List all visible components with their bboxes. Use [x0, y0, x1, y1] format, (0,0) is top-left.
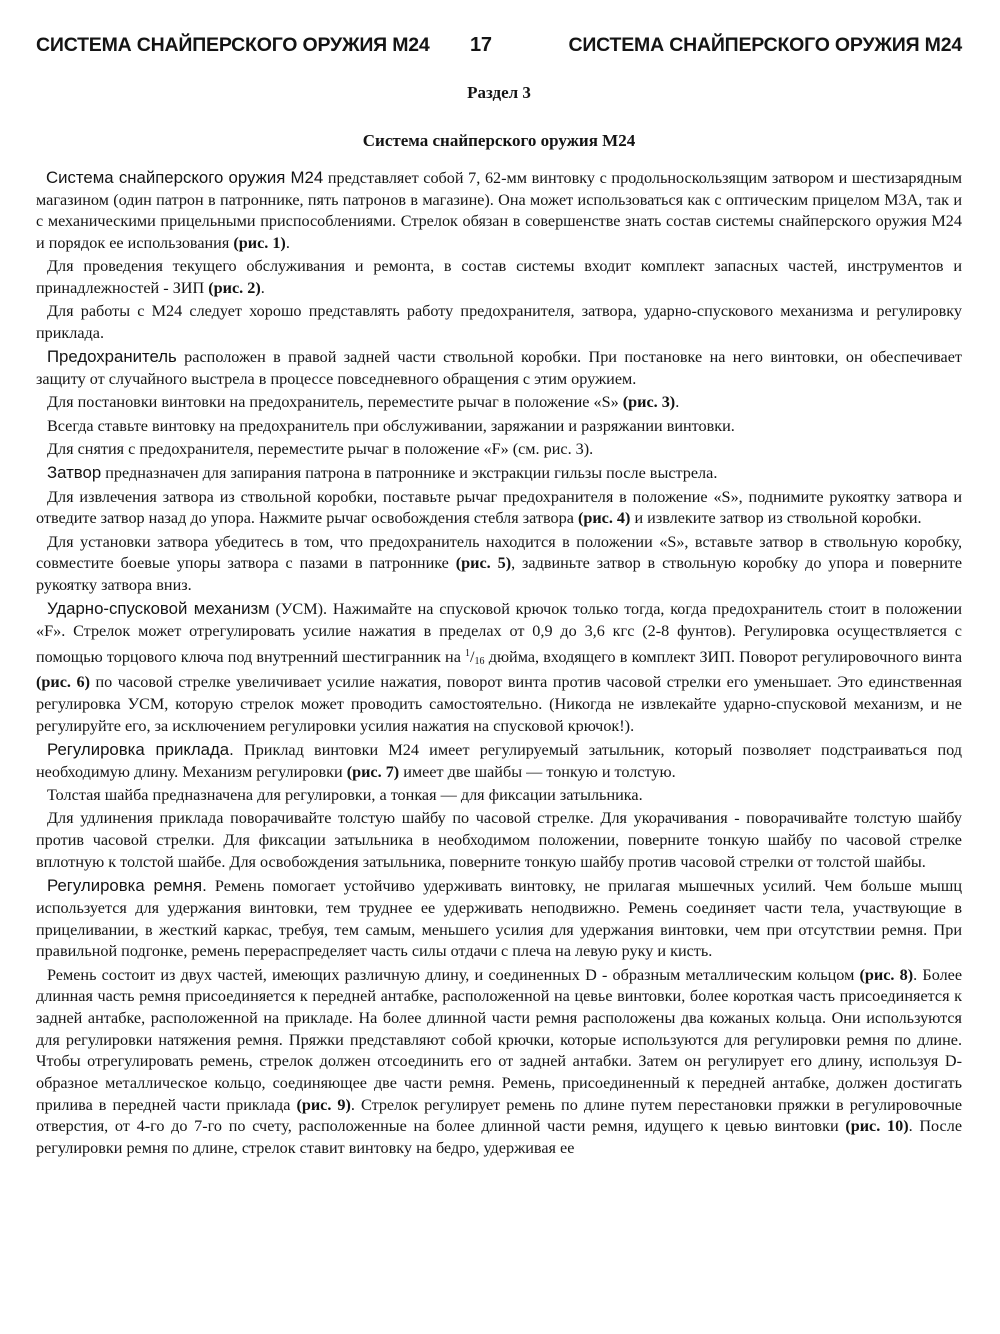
paragraph-tail: по часовой стрелке увеличивает усилие нажатия, поворот винта против часовой стрелки его уменьшает. Это единственная регулировка УСМ, которую стрелок может проводить самостоятельно. (Никогда не извлекайте ударно-спусковой механизм, и не регулируйте его, за исключением регулировки усилия нажатия на спусковой крючок!). [36, 673, 962, 735]
paragraph-work [36, 301, 962, 344]
section-label: Раздел 3 [467, 83, 531, 102]
paragraph-tail: , задвиньте затвор в ствольную коробку до упора и поверните рукоятку затвора вниз. [36, 554, 963, 594]
paragraph-text: Ремень помогает устойчиво удерживать винтовку, не прилагая мышечных усилий. Чем больше мышц используется для удержания винтовки, тем труднее ее удерживать неподвижно. Ремень соединяет части тела, участвующие в прицеливании, в жесткий каркас, требуя, тем самым, меньшего усилия для удержания винтовки, чем при отсутствии ремня. При правильной подгонке, ремень перераспределяет часть силы отдачи с плеча на левую руку и кисть. [36, 877, 962, 961]
paragraph-bolt-install [36, 532, 962, 597]
lead-term: Система снайперского оружия М24 [46, 168, 324, 187]
header-left-title: СИСТЕМА СНАЙПЕРСКОГО ОРУЖИЯ М24 [36, 34, 430, 56]
figure-ref: (рис. 5) [455, 554, 512, 573]
paragraph-sling-parts [36, 965, 962, 1160]
paragraph-text: Приклад винтовки М24 имеет регулируемый затыльник, который позволяет подстраиваться под необходимую длину. Механизм регулировки [36, 741, 962, 781]
section-title: Система снайперского оружия М24 [362, 131, 636, 150]
paragraph-sling [36, 875, 962, 963]
paragraph-text: представляет собой 7, 62-мм винтовку с продольноскользящим затвором и шестизарядным магазином (один патрон в патроннике, пять патронов в магазине). Она может использоваться как с оптическим прицелом М3А, так и с механическими прицельными приспособлениями. Стрелок обязан в совершенстве знать состав системы снайперского оружия М24 и порядок ее использования [36, 169, 962, 253]
paragraph-text: Для удлинения приклада поворачивайте толстую шайбу по часовой стрелке. Для укорачивания - поворачивайте толстую шайбу против часовой стрелки. Для фиксации затыльника в необходимом положении, поверните тонкую шайбу по часовой стрелке вплотную к толстой шайбе. Для освобождения затыльника, поверните тонкую шайбу против часовой стрелки от толстой шайбы. [36, 809, 962, 871]
paragraph-text: (УСМ). Нажимайте на спусковой крючок только тогда, когда предохранитель стоит в положении «F». Стрелок может отрегулировать усилие нажатия в пределах от 0,9 до 3,6 кгс (2-8 фунтов). Регулировка осуществляется с помощью торцового ключа под внутренний шестигранник на [36, 600, 962, 666]
paragraph-text: Всегда ставьте винтовку на предохранитель при обслуживании, заряжании и разряжании винтовки. [47, 416, 735, 435]
paragraph-text: Для работы с М24 следует хорошо представлять работу предохранителя, затвора, ударно-спускового механизма и регулировку приклада. [36, 302, 962, 343]
paragraph-bolt-removal [36, 487, 962, 530]
paragraph-trigger: Ударно-спусковой механизм (УСМ). Нажимайте на спусковой крючок только тогда, когда предохранитель стоит в положении «F». Стрелок может отрегулировать усилие нажатия в пределах от 0,9 до 3,6 кгс (2-8 фунтов). Регулировка осуществляется с помощью торцового ключа под внутренний шестигранник на $^1/_{16}$ дюйма, входящего в комплект ЗИП. Поворот регулировочного винта (рис. 6) по часовой стрелке увеличивает усилие нажатия, поворот винта против часовой стрелки его уменьшает. Это единственная регулировка УСМ, которую стрелок может проводить самостоятельно. (Никогда не извлекайте ударно-спусковой механизм, и не регулируйте его, за исключением регулировки усилия нажатия на спусковой крючок!). [36, 599, 963, 735]
lead-term: Регулировка ремня. [47, 876, 207, 896]
paragraph-text: предназначен для запирания патрона в патроннике и экстракции гильзы после выстрела. [101, 464, 718, 483]
fraction-denominator: 16 [474, 655, 485, 667]
lead-term: Предохранитель [47, 347, 177, 367]
page-number: 17 [470, 34, 492, 56]
paragraph-text: Толстая шайба предназначена для регулировки, а тонкая — для фиксации затыльника. [47, 786, 643, 805]
paragraph-text-2: . Более длинная часть ремня присоединяется к передней антабке, расположенной на цевье винтовки, более короткая часть присоединяется к задней антабке, расположенной на прикладе. На более длинной части ремня расположены два кожаных кольца. Они используются для регулировки натяжения ремня. Пряжки представляют собой крючки, которые используются для регулировки ремня по длине. Чтобы отрегулировать ремень, стрелок должен отсоединить его от задней антабки. Затем он регулирует его длину, используя D-образное металлическое кольцо, соединяющее две части ремня. Ремень, присоединенный к передней антабке, должен достигать прилива в передней части приклада [36, 965, 963, 1114]
paragraph-tail: . После регулировки ремня по длине, стрелок ставит винтовку на бедро, удерживая ее [36, 1117, 962, 1158]
running-header [36, 34, 962, 60]
fraction-numerator: 1 [465, 647, 471, 659]
figure-ref: (рис. 3) [622, 393, 676, 412]
paragraph-text-2: дюйма, входящего в комплект ЗИП. Поворот регулировочного винта [484, 647, 963, 666]
paragraph-tail: . [675, 393, 680, 412]
figure-ref: (рис. 10) [845, 1117, 909, 1136]
paragraph-text: расположен в правой задней части ствольной коробки. При постановке на него винтовки, он обеспечивает защиту от случайного выстрела в процессе повседневного обращения с этим оружием. [36, 348, 962, 389]
figure-ref: (рис. 2) [208, 279, 261, 298]
lead-term: Затвор [47, 463, 102, 483]
figure-ref: (рис. 7) [346, 762, 400, 781]
paragraph-text: Для установки затвора убедитесь в том, что предохранитель находится в положении «S», вставьте затвор в ствольную коробку, совместите боевые упоры затвора с пазами в патроннике [36, 532, 962, 573]
lead-term: Ударно-спусковой механизм [47, 599, 270, 619]
paragraph-text: Для постановки винтовки на предохранитель, переместите рычаг в положение «S» [47, 393, 623, 412]
paragraph-text-3: . Стрелок регулирует ремень по длине путем перестановки пряжки в регулировочные отверстия, от 4-го до 7-го по счету, расположенные на более длинной части ремня, идущего к цевью винтовки [36, 1095, 963, 1136]
lead-term: Регулировка приклада. [47, 740, 234, 760]
paragraph-text: Для извлечения затвора из ствольной коробки, поставьте рычаг предохранителя в положение «S», поднимите рукоятку затвора и отведите затвор назад до упора. Нажмите рычаг освобождения стебля затвора [36, 487, 962, 528]
figure-ref: (рис. 8) [859, 965, 914, 984]
paragraph-text: Для снятия с предохранителя, переместите рычаг в положение «F» (см. рис. 3). [47, 440, 594, 458]
paragraph-stock-adjust [36, 808, 962, 873]
paragraph-stock [36, 739, 962, 783]
paragraph-tail: и извлеките затвор из ствольной коробки. [630, 509, 922, 528]
figure-ref: (рис. 6) [36, 673, 90, 692]
paragraph-maintenance [36, 256, 962, 299]
paragraph-safety-off [36, 439, 962, 461]
paragraph-safety-always [36, 416, 962, 438]
paragraph-text: Ремень состоит из двух частей, имеющих различную длину, и соединенных D - образным металлическим кольцом [47, 965, 860, 984]
body-text [36, 167, 962, 1160]
paragraph-tail: . [260, 279, 265, 298]
paragraph-washers [36, 785, 962, 807]
paragraph-tail: . [285, 234, 290, 253]
header-right-title: СИСТЕМА СНАЙПЕРСКОГО ОРУЖИЯ М24 [568, 34, 962, 56]
paragraph-text: Для проведения текущего обслуживания и ремонта, в состав системы входит комплект запасных частей, инструментов и принадлежностей - ЗИП [36, 257, 962, 298]
paragraph-intro [36, 167, 962, 255]
paragraph-safety [36, 346, 962, 390]
figure-ref: (рис. 1) [233, 234, 286, 253]
paragraph-safety-on [36, 392, 962, 414]
paragraph-bolt [36, 462, 962, 485]
paragraph-tail: имеет две шайбы — тонкую и толстую. [399, 762, 676, 781]
figure-ref: (рис. 9) [296, 1095, 351, 1114]
figure-ref: (рис. 4) [577, 509, 631, 528]
